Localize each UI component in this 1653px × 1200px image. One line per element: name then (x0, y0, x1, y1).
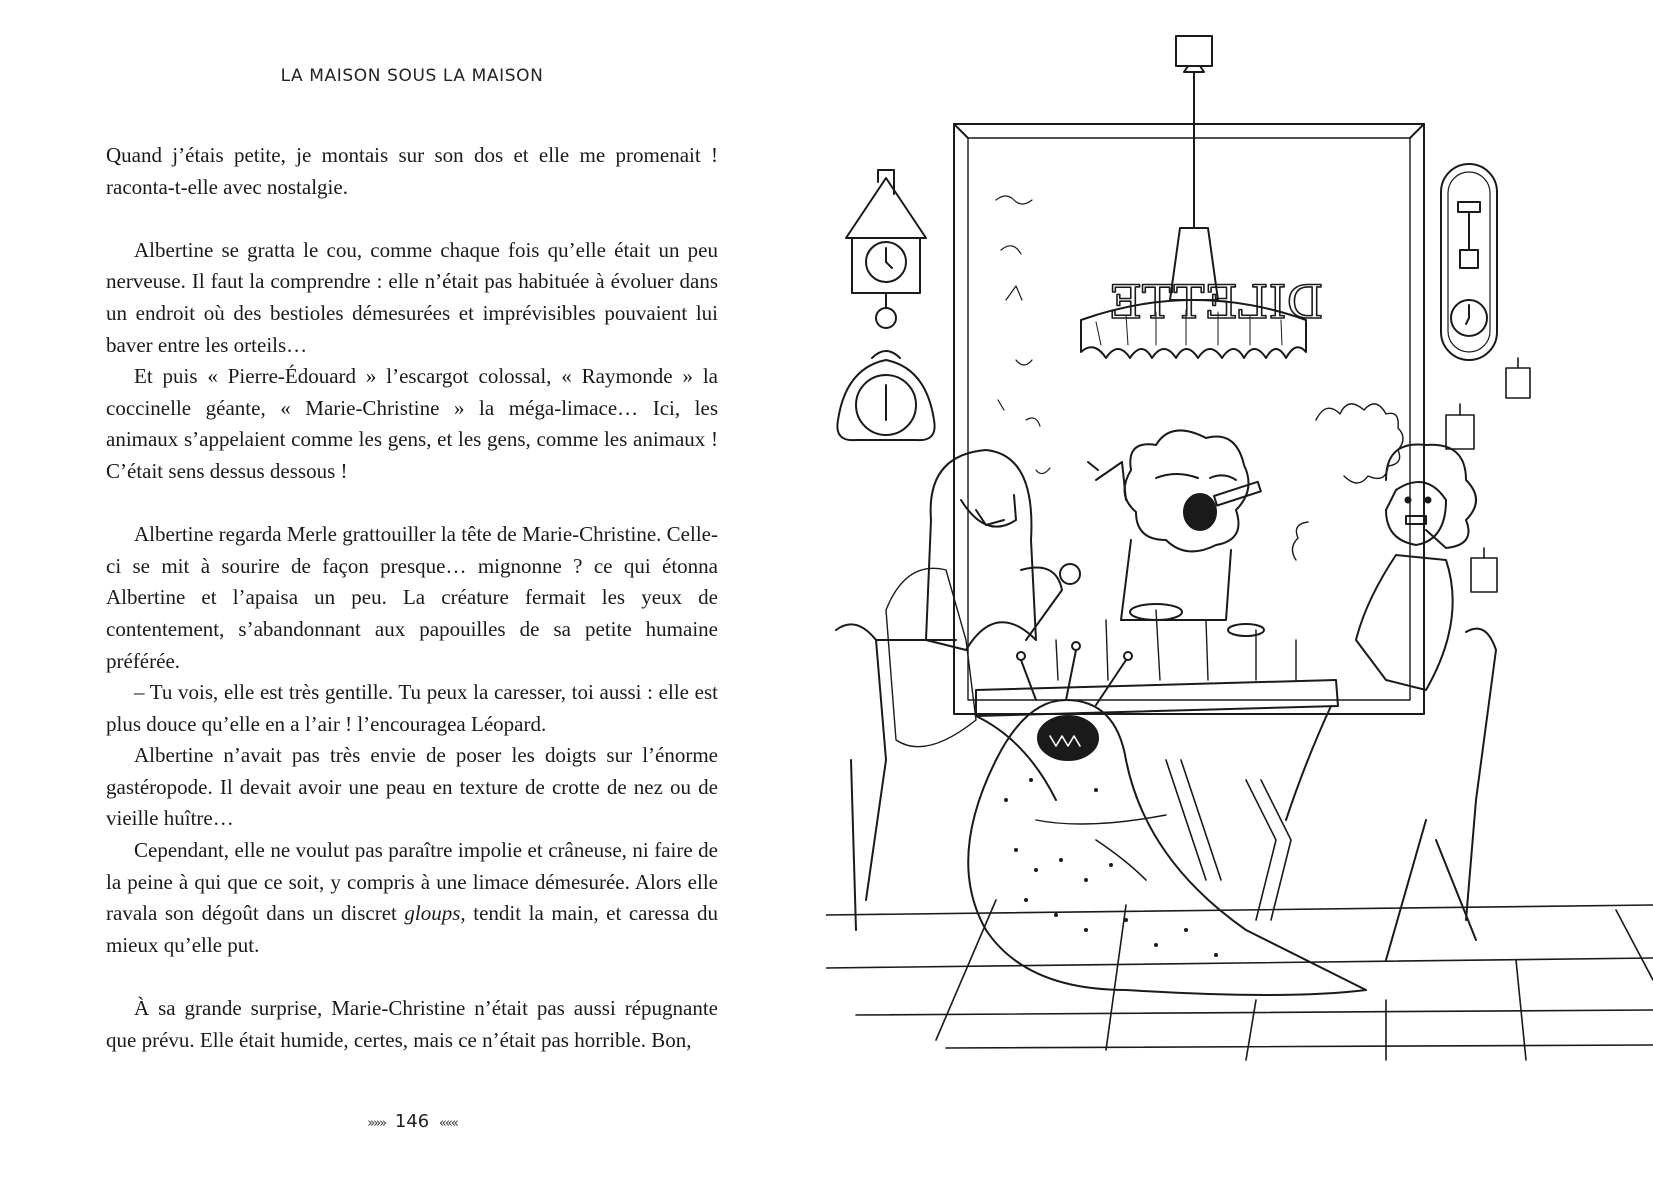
mantel-clock (837, 351, 934, 440)
page-number-value: 146 (394, 1111, 430, 1132)
paragraph-text: Cependant, elle ne voulut pas paraître impolie et crâneuse, ni faire de la peine à qui que ce soit, y compris à une limace démesurée. Alors elle ravala son dégoût dans un discret (106, 838, 718, 926)
slug-creature (968, 642, 1366, 995)
paragraph: Albertine se gratta le cou, comme chaque fois qu’elle était un peu nerveuse. Il faut la comprendre : elle n’était pas habituée à évoluer dans un endroit où des bestioles démesurées et imprévisibles pouvaient lui baver entre les orteils… (106, 237, 718, 357)
wall-frames (1446, 358, 1530, 592)
window-frame (954, 124, 1424, 714)
paragraph: Albertine n’avait pas très envie de poser les doigts sur l’énorme gastéropode. Il devait avoir une peau en texture de crotte de nez ou de vieille huître… (106, 743, 718, 831)
running-head: LA MAISON SOUS LA MAISON (280, 66, 544, 86)
page-number (106, 1111, 718, 1132)
window-sign: DILETTE (1108, 275, 1324, 329)
character-right-girl (1356, 444, 1476, 690)
paragraph: Quand j’étais petite, je montais sur son dos et elle me promenait ! raconta-t-elle avec nostalgie. (106, 143, 718, 199)
paragraph (106, 835, 718, 961)
paragraph: Albertine regarda Merle grattouiller la tête de Marie-Christine. Celle-ci se mit à sourire de façon presque… mignonne ? ce qui étonna Albertine et l’apaisa un peu. La créature fermait les yeux de contentement, s’abandonnant aux papouilles de sa petite humaine préférée. (106, 522, 718, 673)
pendulum-clock (1441, 164, 1497, 360)
illustration (826, 0, 1653, 1200)
window-scribbles (996, 196, 1050, 474)
paragraph: Et puis « Pierre-Édouard » l’escargot colossal, « Raymonde » la coccinelle géante, « Marie-Christine » la méga-limace… Ici, les animaux s’appelaient comme les gens, et les gens, comme les animaux ! C’était sens dessus dessous ! (106, 364, 718, 483)
left-page (0, 0, 826, 1200)
cuckoo-clock (846, 170, 926, 328)
legs (1096, 760, 1291, 920)
paragraph-text: tendit la main, et caressa du mieux qu’elle put. (106, 901, 719, 957)
floor-tiles (826, 900, 1653, 1060)
chairs (836, 624, 1496, 960)
body-text (106, 140, 718, 1056)
paragraph: – Tu vois, elle est très gentille. Tu peux la caresser, toi aussi : elle est plus douce qu’elle en a l’air ! l’encouragea Léopard. (106, 680, 718, 736)
italic-word: gloups, (404, 901, 466, 926)
paragraph: À sa grande surprise, Marie-Christine n’était pas aussi répugnante que prévu. Elle était humide, certes, mais ce n’était pas horrible. Bon, (106, 996, 718, 1052)
table (976, 604, 1338, 820)
right-page (826, 0, 1653, 1200)
steam-cloud (1292, 404, 1403, 560)
character-center (1088, 430, 1261, 620)
folio-ornament-right: ««« (438, 1116, 457, 1131)
slug-dots (1004, 778, 1218, 957)
folio-ornament-left: »»» (367, 1116, 386, 1131)
